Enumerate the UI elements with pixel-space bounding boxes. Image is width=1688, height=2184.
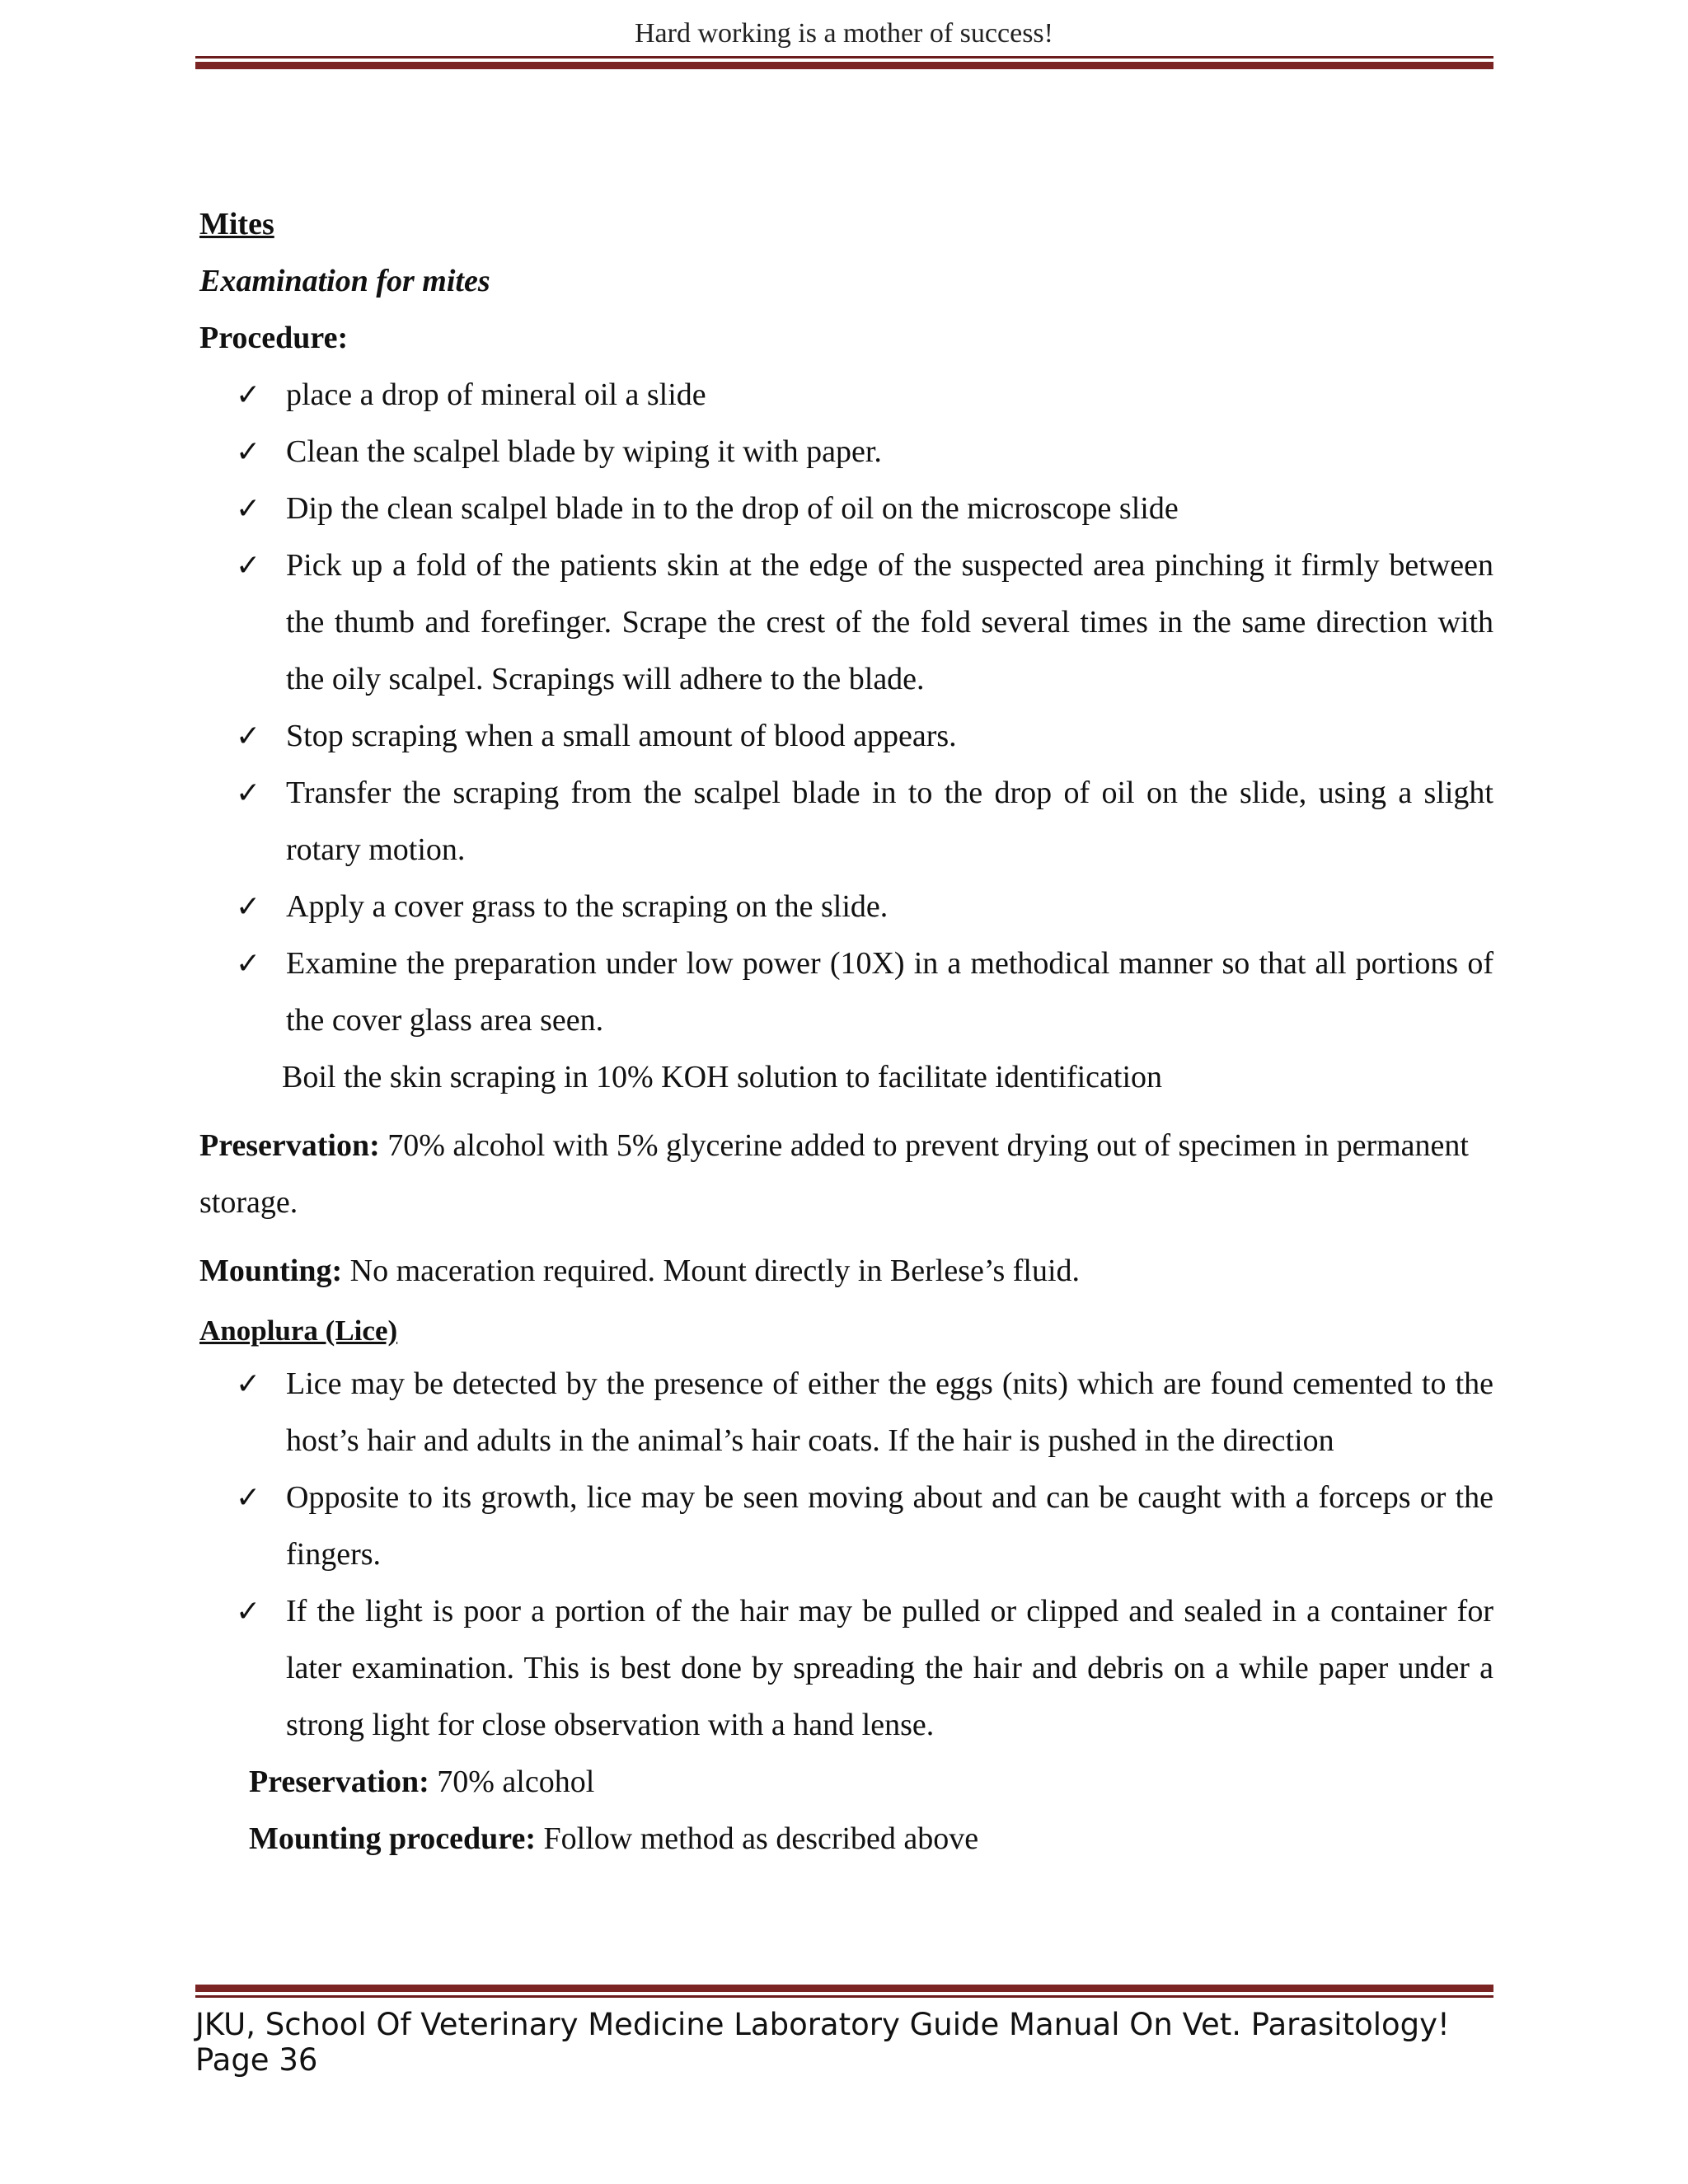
checkmark-icon: ✓ xyxy=(236,1595,261,1629)
list-item: ✓ Dip the clean scalpel blade in to the drop of oil on the microscope slide xyxy=(199,480,1493,537)
preservation-label: Preservation: xyxy=(199,1128,380,1163)
preservation-text: 70% alcohol with 5% glycerine added to prevent drying out of specimen in permanent storage. xyxy=(199,1128,1469,1220)
main-content xyxy=(199,196,1493,1868)
checkmark-icon: ✓ xyxy=(236,549,261,583)
checkmark-icon: ✓ xyxy=(236,1481,261,1515)
list-item: ✓ Clean the scalpel blade by wiping it with paper. xyxy=(199,424,1493,480)
mounting-text: No maceration required. Mount directly in Berlese’s fluid. xyxy=(349,1254,1080,1288)
page-footer: JKU, School Of Veterinary Medicine Laboratory Guide Manual On Vet. Parasitology! Page 36 xyxy=(195,2007,1450,2078)
lice-title: Anoplura (Lice) xyxy=(199,1315,398,1347)
lice-list xyxy=(199,1356,1493,1754)
lice-preservation xyxy=(199,1754,1493,1811)
header-rule xyxy=(195,56,1493,69)
mounting-paragraph xyxy=(199,1243,1493,1300)
checkmark-icon: ✓ xyxy=(236,719,261,753)
lice-mounting-label: Mounting procedure: xyxy=(249,1821,536,1856)
checkmark-icon: ✓ xyxy=(236,492,261,526)
list-item: ✓ Lice may be detected by the presence of either the eggs (nits) which are found cemented to the host’s hair and adults in the animal’s hair coats. If the hair is pushed in the direction xyxy=(199,1356,1493,1469)
checkmark-icon: ✓ xyxy=(236,890,261,924)
checkmark-icon: ✓ xyxy=(236,378,261,412)
list-item: ✓ Examine the preparation under low power (10X) in a methodical manner so that all portions of the cover glass area seen. xyxy=(199,935,1493,1049)
checkmark-icon: ✓ xyxy=(236,1367,261,1401)
list-item: ✓ Stop scraping when a small amount of blood appears. xyxy=(199,708,1493,765)
list-item: ✓ Opposite to its growth, lice may be seen moving about and can be caught with a forceps or the fingers. xyxy=(199,1469,1493,1583)
list-item: ✓ Apply a cover grass to the scraping on the slide. xyxy=(199,879,1493,935)
checkmark-icon: ✓ xyxy=(236,776,261,810)
list-item: ✓ Pick up a fold of the patients skin at the edge of the suspected area pinching it firmly between the thumb and forefinger. Scrape the crest of the fold several times in the same direction with the oily scalpel. Scrapings will adhere to the blade. xyxy=(199,537,1493,708)
lice-mounting xyxy=(199,1811,1493,1868)
koh-note: Boil the skin scraping in 10% KOH solution to facilitate identification xyxy=(282,1060,1163,1094)
checkmark-icon: ✓ xyxy=(236,435,261,469)
list-item: ✓ Transfer the scraping from the scalpel blade in to the drop of oil on the slide, using a slight rotary motion. xyxy=(199,765,1493,879)
page-header: Hard working is a mother of success! xyxy=(635,18,1053,49)
footer-rule xyxy=(195,1985,1493,1998)
list-item: ✓ place a drop of mineral oil a slide xyxy=(199,367,1493,424)
lice-preservation-label: Preservation: xyxy=(249,1765,429,1799)
lice-preservation-text: 70% alcohol xyxy=(437,1765,595,1799)
lice-mounting-text: Follow method as described above xyxy=(543,1821,979,1856)
procedure-steps xyxy=(199,367,1493,1049)
procedure-label: Procedure: xyxy=(199,321,349,355)
section-title: Mites xyxy=(199,207,274,241)
list-item: ✓ If the light is poor a portion of the hair may be pulled or clipped and sealed in a container for later examination. This is best done by spreading the hair and debris on a while paper under a strong light for close observation with a hand lense. xyxy=(199,1583,1493,1754)
preservation-paragraph xyxy=(199,1118,1493,1231)
checkmark-icon: ✓ xyxy=(236,947,261,981)
section-subtitle: Examination for mites xyxy=(199,264,490,298)
mounting-label: Mounting: xyxy=(199,1254,343,1288)
